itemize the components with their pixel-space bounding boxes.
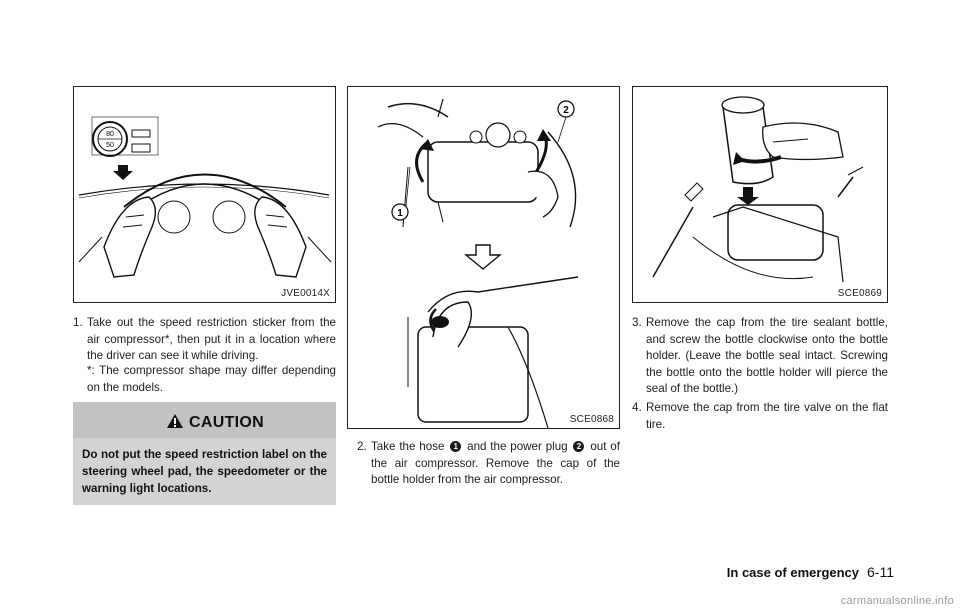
compressor-illustration [348, 87, 619, 428]
figure-code: SCE0869 [837, 288, 882, 299]
marker-2: 2 [573, 441, 584, 452]
caution-box [73, 402, 336, 505]
compressor-note: *: The compressor shape may differ depending on the models. [87, 364, 336, 394]
step-1 [73, 315, 336, 365]
steering-wheel-illustration [74, 87, 335, 302]
sign-bottom-value: 50 [106, 142, 114, 149]
step-number: 3. [632, 316, 642, 329]
page-footer [727, 564, 894, 580]
step-3 [632, 315, 888, 398]
step-2 [357, 439, 620, 489]
caution-title: CAUTION [189, 414, 264, 431]
sign-top-value: 80 [106, 131, 114, 138]
caution-text: Do not put the speed restriction label on the steering wheel pad, the speedometer or the warning light locations. [82, 448, 327, 495]
step-text: Take the hose 1 and the power plug 2 out of the air compressor. Remove the cap of the bottle holder from the air compressor. [371, 440, 620, 486]
caution-header [73, 402, 336, 438]
marker-1: 1 [450, 441, 461, 452]
figure-sealant-bottle [632, 86, 888, 303]
section-title: In case of emergency [726, 565, 860, 580]
figure-code: SCE0868 [569, 414, 614, 425]
figure-speed-sticker [73, 86, 336, 303]
step-text: Remove the cap from the tire sealant bottle, and screw the bottle clockwise onto the bottle holder. (Leave the bottle seal intact. Screwing the bottle onto the bottle holder will pierce the seal of the bottle.) [646, 316, 888, 395]
warning-icon [166, 413, 184, 429]
sealant-bottle-illustration [633, 87, 887, 302]
step-text: Remove the cap from the tire valve on the flat tire. [646, 401, 888, 431]
figure-compressor [347, 86, 620, 429]
watermark: carmanualsonline.info [840, 595, 954, 607]
step-4 [632, 400, 888, 433]
step-number: 4. [632, 401, 642, 414]
step-number: 2. [357, 440, 367, 453]
step-text: Take out the speed restriction sticker from the air compressor*, then put it in a location where the driver can see it while driving. [87, 316, 336, 362]
page-number: 6-11 [867, 564, 894, 580]
step-number: 1. [73, 316, 83, 329]
figure-code: JVE0014X [281, 288, 330, 299]
callout-1: 1 [397, 208, 403, 219]
callout-2: 2 [563, 105, 569, 116]
